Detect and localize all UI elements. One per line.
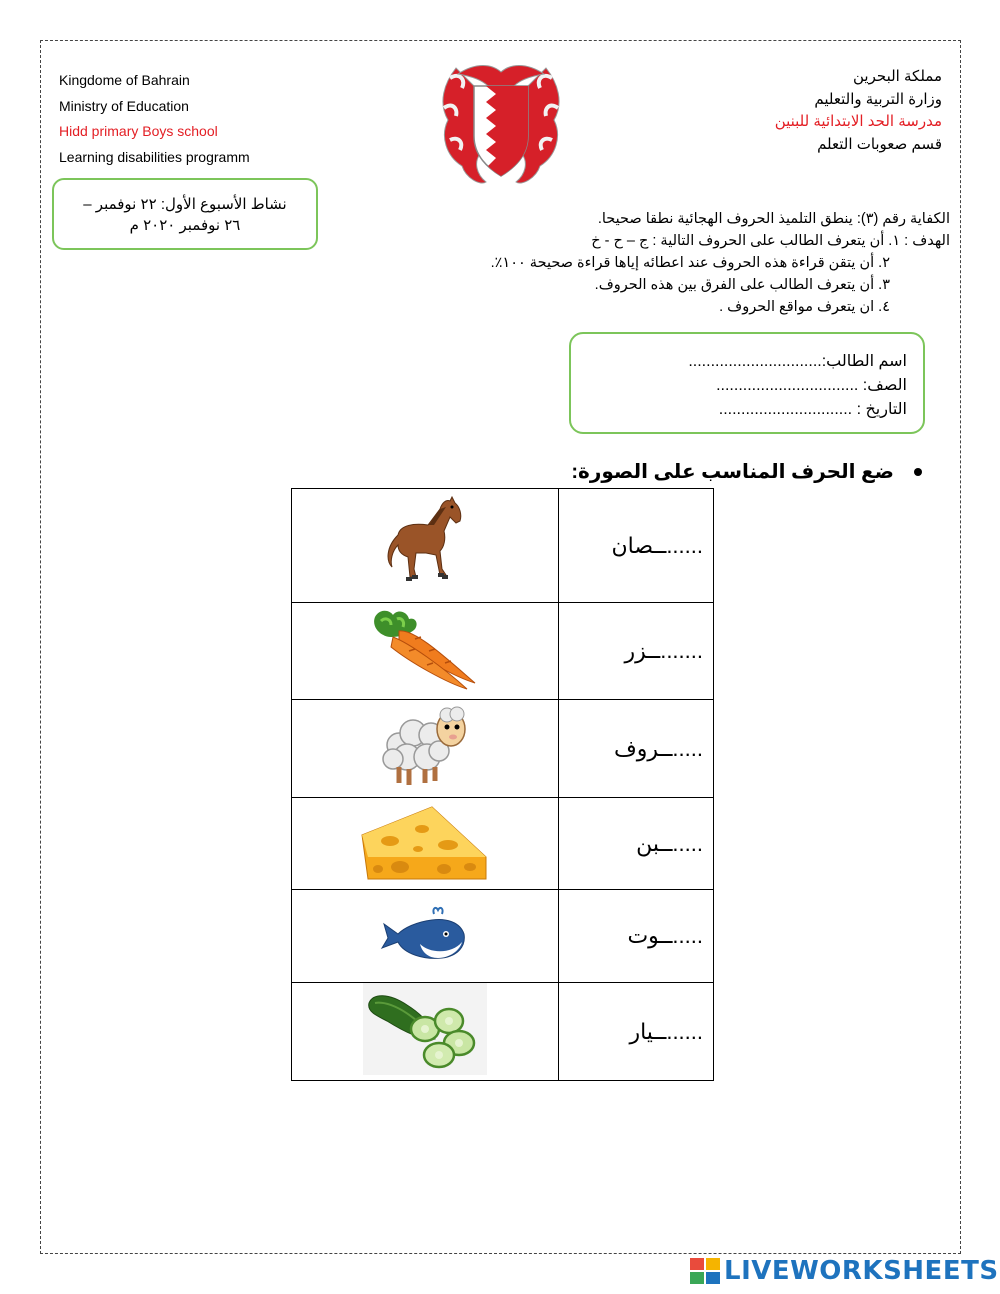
picture-cell: [292, 983, 559, 1081]
ar-school: مدرسة الحد الابتدائية للبنين: [774, 113, 942, 130]
table-row: [292, 890, 714, 983]
picture-cell: [292, 890, 559, 983]
week-activity-box: [52, 178, 318, 250]
student-date-field[interactable]: التاريخ : ..............................: [718, 401, 907, 418]
word-cell[interactable]: .....ــوت: [559, 890, 714, 983]
carrot-icon: [365, 607, 485, 691]
picture-cell: [292, 700, 559, 798]
goal-1: الهدف : ١. أن يتعرف الطالب على الحروف التالية : ج – ح - خ: [591, 233, 950, 249]
goal-2: ٢. أن يتقن قراءة هذه الحروف عند اعطائه إياها قراءة صحيحة ١٠٠٪.: [490, 255, 890, 271]
student-info-box: [569, 332, 925, 434]
table-row: [292, 798, 714, 890]
en-kingdom: Kingdome of Bahrain: [59, 72, 190, 88]
horse-icon: [380, 495, 470, 591]
student-name-field[interactable]: اسم الطالب:..............................: [688, 353, 907, 370]
instruction: [571, 459, 922, 484]
word-cell[interactable]: ......ــصان: [559, 489, 714, 603]
liveworksheets-logo-icon: [690, 1258, 720, 1284]
ar-department: قسم صعوبات التعلم: [817, 135, 942, 153]
week-line-1: نشاط الأسبوع الأول: ٢٢ نوفمبر –: [83, 196, 287, 213]
en-program: Learning disabilities programm: [59, 148, 250, 165]
cheese-icon: [360, 801, 490, 881]
en-school: Hidd primary Boys school: [59, 123, 218, 139]
word-cell[interactable]: .....ــبن: [559, 798, 714, 890]
table-row: [292, 603, 714, 700]
whale-icon: [380, 904, 470, 964]
picture-cell: [292, 489, 559, 603]
bahrain-coat-of-arms-icon: [436, 58, 566, 190]
bullet-icon: [914, 468, 922, 476]
word-cell[interactable]: .......ــزر: [559, 603, 714, 700]
table-row: [292, 983, 714, 1081]
goal-3: ٣. أن يتعرف الطالب على الفرق بين هذه الحروف.: [594, 277, 890, 293]
picture-cell: [292, 798, 559, 890]
sheep-icon: [377, 701, 473, 791]
exercise-table: [291, 488, 714, 1081]
week-line-2: ٢٦ نوفمبر ٢٠٢٠ م: [129, 217, 241, 234]
table-row: [292, 700, 714, 798]
competency-text: الكفاية رقم (٣): ينطق التلميذ الحروف الهجائية نطقا صحيحا.: [597, 211, 950, 227]
objectives: [430, 208, 950, 318]
arabic-header: [775, 66, 942, 156]
picture-cell: [292, 603, 559, 700]
cucumber-icon: [363, 983, 487, 1075]
word-cell[interactable]: .....ــروف: [559, 700, 714, 798]
word-cell[interactable]: ......ــيار: [559, 983, 714, 1081]
ar-ministry: وزارة التربية والتعليم: [814, 90, 942, 108]
table-row: [292, 489, 714, 603]
liveworksheets-brand: LIVEWORKSHEETS: [724, 1256, 999, 1286]
english-header: [59, 68, 250, 170]
instruction-text: ضع الحرف المناسب على الصورة:: [571, 461, 894, 483]
student-class-field[interactable]: الصف: ................................: [716, 377, 907, 394]
liveworksheets-logo[interactable]: [690, 1256, 999, 1286]
ar-kingdom: مملكة البحرين: [853, 68, 942, 85]
goal-4: ٤. ان يتعرف مواقع الحروف .: [719, 299, 890, 315]
en-ministry: Ministry of Education: [59, 97, 189, 114]
